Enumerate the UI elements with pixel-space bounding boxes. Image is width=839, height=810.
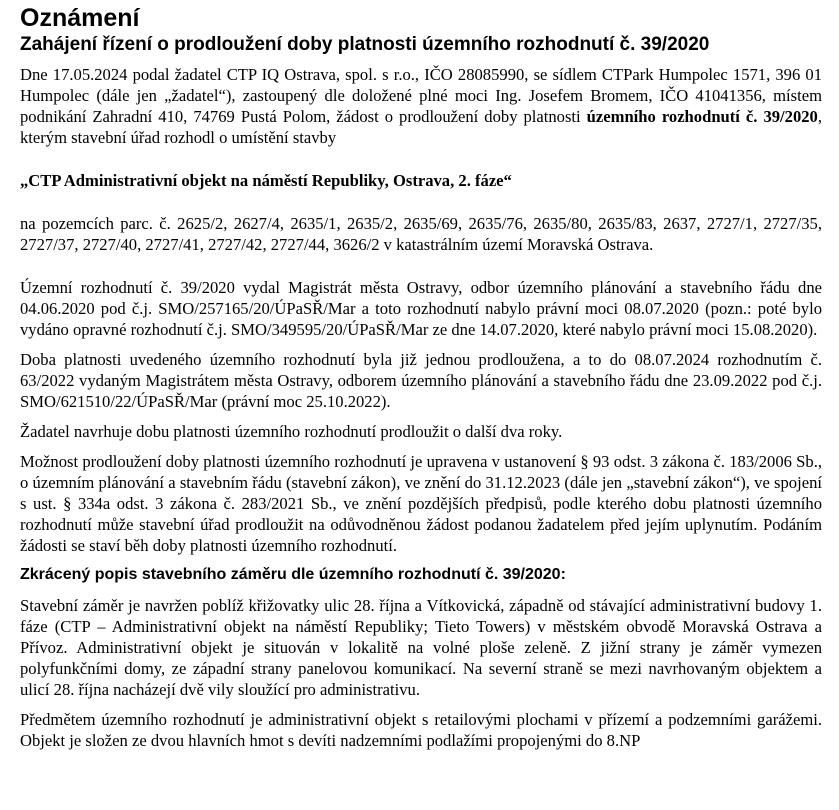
intro-text-after: , kterým stavební úřad rozhodl o umístění stavby bbox=[20, 107, 822, 147]
summary-paragraph-2: Předmětem územního rozhodnutí je administrativní objekt s retailovými plochami v přízemí a podzemními garážemi. Objekt je složen ze dvou hlavních hmot s devíti nadzemními podlažími propojenými do 8.NP bbox=[20, 710, 822, 750]
intro-paragraph bbox=[20, 64, 822, 148]
document-heading: Oznámení bbox=[20, 4, 140, 32]
parcels-paragraph: na pozemcích parc. č. 2625/2, 2627/4, 2635/1, 2635/2, 2635/69, 2635/76, 2635/80, 2635/83, 2637, 2727/1, 2727/35, 2727/37, 2727/40, 2727/41, 2727/42, 2727/44, 3626/2 v katastrálním území Moravská Ostrava. bbox=[20, 214, 822, 254]
proposal-paragraph: Žadatel navrhuje dobu platnosti územního rozhodnutí prodloužit o další dva roky. bbox=[20, 422, 563, 441]
project-title: „CTP Administrativní objekt na náměstí Republiky, Ostrava, 2. fáze“ bbox=[20, 171, 512, 190]
summary-heading: Zkrácený popis stavebního záměru dle územního rozhodnutí č. 39/2020: bbox=[20, 566, 566, 583]
intro-text-before: Dne 17.05.2024 podal žadatel CTP IQ Ostrava, spol. s r.o., IČO 28085990, se sídlem CTPark Humpolec 1571, 396 01 Humpolec (dále jen „žadatel“), zastoupený dle doložené plné moci Ing. Josefem Bromem, IČO 41041356, místem podnikání Zahradní 410, 74769 Pustá Polom, žádost o prodloužení doby platnosti bbox=[20, 65, 822, 126]
already-extended-paragraph: Doba platnosti uvedeného územního rozhodnutí byla již jednou prodloužena, a to do 08.07.2024 rozhodnutím č. 63/2022 vydaným Magistrátem města Ostravy, odborem územního plánování a stavebního řádu dne 23.09.2022 pod č.j. SMO/621510/22/ÚPaSŘ/Mar (právní moc 25.10.2022). bbox=[20, 350, 822, 411]
document-page bbox=[20, 4, 822, 751]
intro-decision-number: územního rozhodnutí č. 39/2020 bbox=[586, 107, 818, 126]
legal-basis-paragraph: Možnost prodloužení doby platnosti územního rozhodnutí je upravena v ustanovení § 93 odst. 3 zákona č. 183/2006 Sb., o územním plánování a stavebním řádu (stavební zákon), ve znění do 31.12.2023 (dále jen „stavební zákon“), ve spojení s ust. § 334a odst. 3 zákona č. 283/2021 Sb., ve znění pozdějších předpisů, podle kterého dobu platnosti územního rozhodnutí může stavební úřad prodloužit na odůvodněnou žádost podanou žadatelem před jejím uplynutím. Podáním žádosti se staví běh doby platnosti územního rozhodnutí. bbox=[20, 452, 822, 555]
document-subheading: Zahájení řízení o prodloužení doby platnosti územního rozhodnutí č. 39/2020 bbox=[20, 34, 710, 55]
summary-paragraph-1: Stavební záměr je navržen poblíž křižovatky ulic 28. října a Vítkovická, západně od stávající administrativní budovy 1. fáze (CTP – Administrativní objekt na náměstí Republiky; Tieto Towers) v městském obvodě Moravská Ostrava a Přívoz. Administrativní objekt je situován v lokalitě na volné ploše zeleně. Z jižní strany je záměr vymezen polyfunkčními domy, ze západní strany panelovou komunikací. Na severní straně se mezi navrhovaným objektem a ulicí 28. října nacházejí dvě vily sloužící pro administrativu. bbox=[20, 596, 822, 699]
decision-issued-paragraph: Územní rozhodnutí č. 39/2020 vydal Magistrát města Ostravy, odbor územního plánování a stavebního řádu dne 04.06.2020 pod č.j. SMO/257165/20/ÚPaSŘ/Mar a toto rozhodnutí nabylo právní moci 08.07.2020 (pozn.: poté bylo vydáno opravné rozhodnutí č.j. SMO/349595/20/ÚPaSŘ/Mar ze dne 14.07.2020, které nabylo právní moci 15.08.2020). bbox=[20, 278, 822, 339]
